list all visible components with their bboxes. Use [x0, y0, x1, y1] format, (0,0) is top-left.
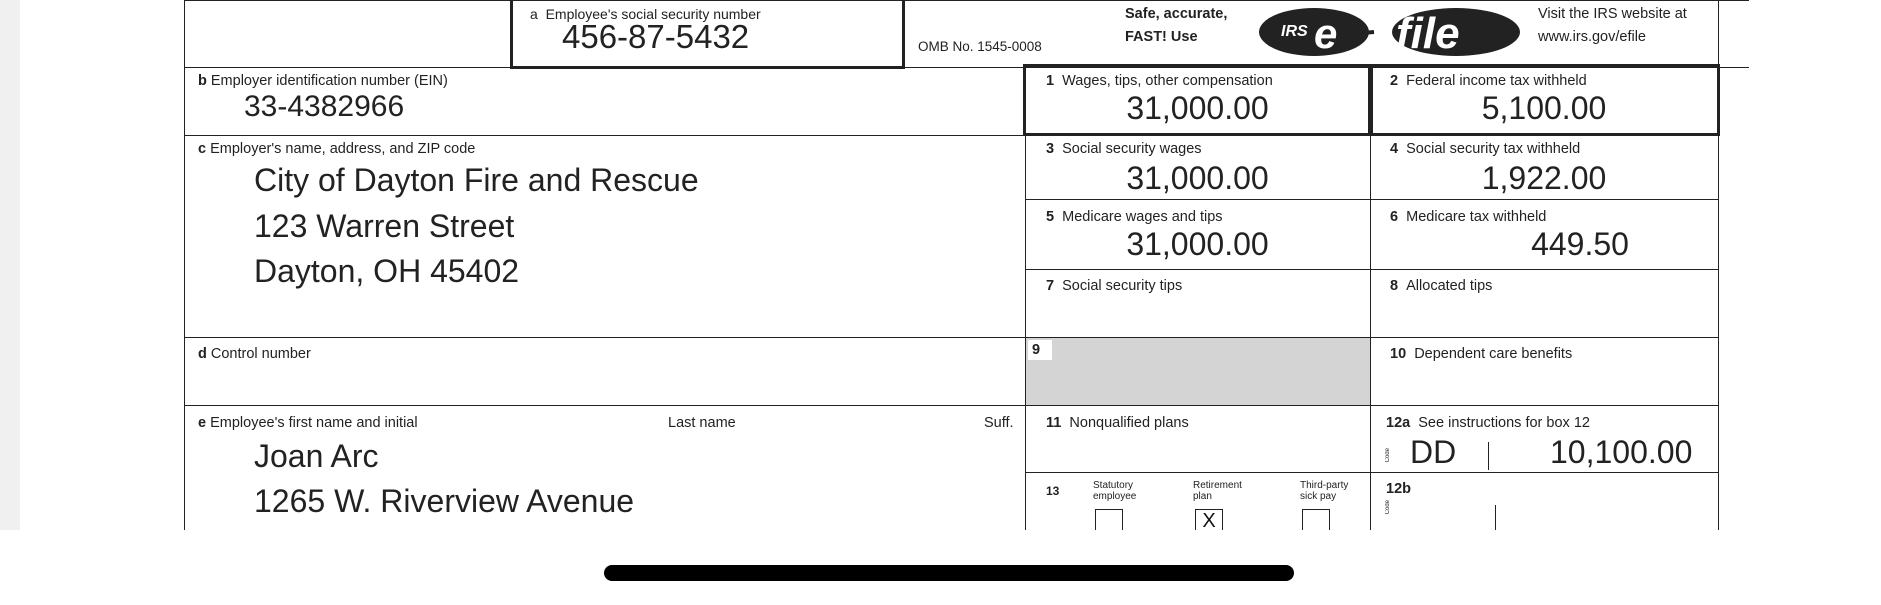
box12b-label: 12b — [1386, 481, 1411, 497]
box3-label: 3 Social security wages — [1046, 141, 1202, 157]
box12a-label: 12a See instructions for box 12 — [1386, 415, 1590, 431]
box-e-label: e Employee's first name and initial — [198, 415, 418, 431]
box5-label: 5 Medicare wages and tips — [1046, 209, 1223, 225]
employee-street: 1265 W. Riverview Avenue — [254, 483, 635, 519]
thirdparty-checkbox[interactable] — [1302, 509, 1330, 530]
statutory-label: Statutory employee — [1093, 480, 1137, 502]
box1-label: 1 Wages, tips, other compensation — [1046, 73, 1273, 89]
ein-value: 33-4382966 — [244, 90, 405, 123]
box3-value: 31,000.00 — [1126, 160, 1269, 196]
visit-irs-line2: www.irs.gov/efile — [1538, 29, 1646, 45]
box2-value: 5,100.00 — [1481, 90, 1607, 126]
w2-form — [20, 0, 1881, 530]
last-name-label: Last name — [668, 415, 736, 431]
irs-efile-logo-icon — [1256, 4, 1524, 60]
box12b-code-label: Code — [1385, 500, 1391, 515]
box10-label: 10 Dependent care benefits — [1390, 346, 1573, 362]
svg-text:file: file — [1396, 9, 1460, 58]
ssn-value: 456-87-5432 — [562, 18, 750, 55]
box4-label: 4 Social security tax withheld — [1390, 141, 1581, 157]
box-c-label: c Employer's name, address, and ZIP code — [198, 141, 476, 157]
omb-number: OMB No. 1545-0008 — [918, 39, 1042, 54]
retirement-label: Retirement plan — [1193, 480, 1242, 502]
box6-label: 6 Medicare tax withheld — [1390, 209, 1547, 225]
employer-city: Dayton, OH 45402 — [254, 253, 520, 289]
box12a-code: DD — [1410, 434, 1457, 470]
svg-text:IRS: IRS — [1281, 23, 1308, 40]
visit-irs-line1: Visit the IRS website at — [1538, 6, 1687, 22]
box13-number: 13 — [1046, 484, 1060, 498]
retirement-checkbox[interactable]: X — [1195, 509, 1223, 530]
box5-value: 31,000.00 — [1126, 226, 1269, 262]
safe-accurate-line1: Safe, accurate, — [1125, 6, 1228, 22]
safe-accurate-line2: FAST! Use — [1125, 29, 1198, 45]
box9-label: 9 — [1028, 340, 1052, 360]
box12a-amount: 10,100.00 — [1550, 434, 1693, 470]
document-viewport[interactable] — [20, 0, 1881, 530]
box2-label: 2 Federal income tax withheld — [1390, 73, 1587, 89]
statutory-checkbox[interactable] — [1095, 509, 1123, 530]
svg-text:e: e — [1314, 10, 1338, 57]
left-gutter — [0, 0, 20, 530]
box4-value: 1,922.00 — [1481, 160, 1607, 196]
box1-value: 31,000.00 — [1126, 90, 1269, 126]
box9-shaded — [1026, 338, 1370, 405]
box11-label: 11 Nonqualified plans — [1046, 415, 1189, 431]
home-indicator[interactable] — [604, 565, 1294, 581]
suffix-label: Suff. — [984, 415, 1014, 431]
box8-label: 8 Allocated tips — [1390, 278, 1493, 294]
box6-value: 449.50 — [1531, 226, 1629, 262]
box12a-code-label: Code — [1385, 448, 1391, 463]
employer-name: City of Dayton Fire and Rescue — [254, 162, 699, 198]
box-b-label: b Employer identification number (EIN) — [198, 73, 448, 89]
box-a-label: a Employee's social security number — [530, 6, 761, 22]
box7-label: 7 Social security tips — [1046, 278, 1183, 294]
thirdparty-label: Third-party sick pay — [1300, 480, 1349, 502]
box-d-label: d Control number — [198, 346, 311, 362]
employee-name: Joan Arc — [254, 438, 379, 474]
employer-street: 123 Warren Street — [254, 208, 515, 244]
